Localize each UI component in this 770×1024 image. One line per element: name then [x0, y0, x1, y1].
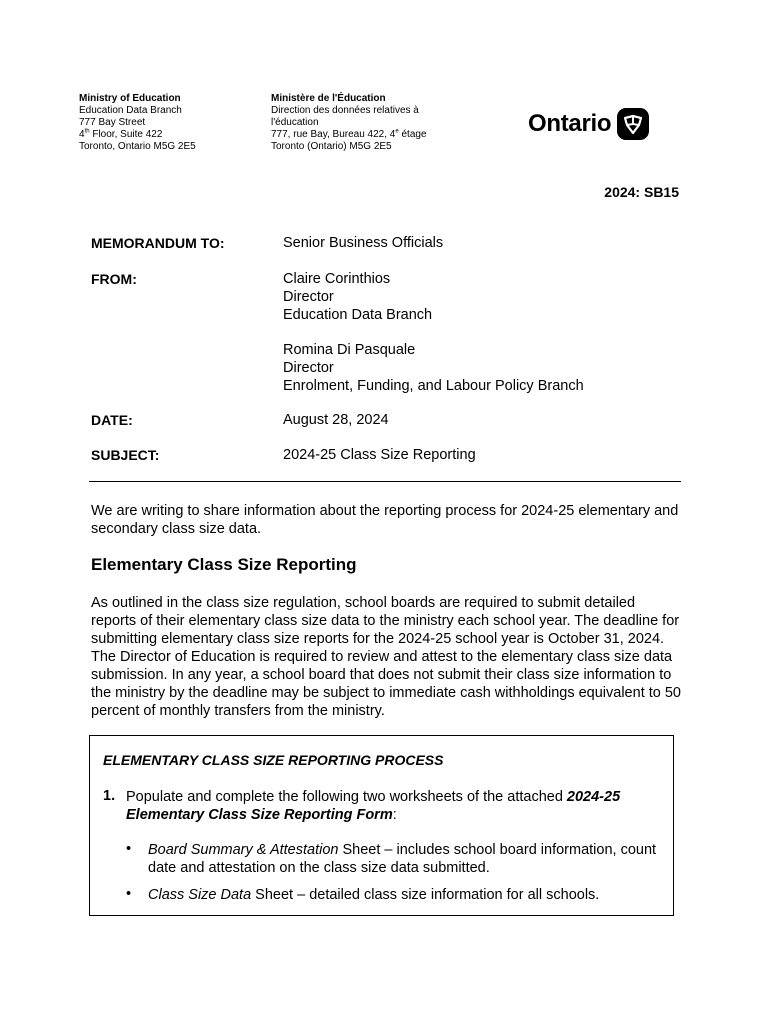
trillium-icon [617, 108, 649, 140]
section-heading: Elementary Class Size Reporting [91, 555, 357, 574]
subject-value: 2024-25 Class Size Reporting [283, 447, 476, 463]
from-title-2: Director [283, 360, 334, 376]
section-paragraph: As outlined in the class size regulation, school boards are required to submit detailed reports of their elementary class size data to the ministry each school year. The deadline for submitting elementary class size reports for the 2024-25 school year is October 31, 2024. The Director of Education is required to review and attest to the elementary class size data submission. In any year, a school board that does not submit their class size information to the ministry by the deadline may be subject to immediate cash withholdings equivalent to 50 percent of monthly transfers from the ministry. [91, 595, 681, 719]
branch-name-fr-line2: l'éducation [271, 117, 319, 128]
form-name: 2024-25 Elementary Class Size Reporting Form [126, 789, 621, 823]
from-label: FROM: [91, 271, 137, 287]
step-number: 1. [103, 788, 116, 804]
french-address-block [271, 93, 461, 153]
ministry-name-en: Ministry of Education [79, 93, 181, 104]
street-en: 777 Bay Street [79, 117, 146, 128]
from-branch-1: Education Data Branch [283, 307, 433, 323]
city-en: Toronto, Ontario M5G 2E5 [79, 141, 196, 152]
from-title-1: Director [283, 289, 334, 305]
floor-en: 4th Floor, Suite 422 [79, 128, 163, 140]
memo-number: 2024: SB15 [604, 184, 679, 200]
city-fr: Toronto (Ontario) M5G 2E5 [271, 141, 392, 152]
date-value: August 28, 2024 [283, 412, 389, 428]
ontario-logo [528, 108, 649, 140]
branch-name-fr-line1: Direction des données relatives à [271, 105, 419, 116]
process-box [89, 735, 674, 916]
to-value: Senior Business Officials [283, 235, 444, 251]
from-name-2: Romina Di Pasquale [283, 342, 416, 358]
ministry-name-fr: Ministère de l'Éducation [271, 93, 386, 104]
to-label: MEMORANDUM TO: [91, 235, 225, 251]
subject-label: SUBJECT: [91, 447, 160, 463]
bullet-icon: • [126, 886, 132, 902]
process-box-title: ELEMENTARY CLASS SIZE REPORTING PROCESS [103, 752, 444, 768]
intro-paragraph: We are writing to share information about the reporting process for 2024-25 elementary and secondary class size data. [91, 503, 679, 537]
from-name-1: Claire Corinthios [283, 271, 391, 287]
ontario-wordmark: Ontario [528, 110, 612, 137]
from-block-1 [283, 270, 432, 324]
english-address-block [79, 93, 249, 153]
bullet-class-size-data: Class Size Data Sheet – detailed class size information for all schools. [148, 887, 600, 903]
bullet-board-summary: Board Summary & Attestation Sheet – includes school board information, count date and attestation on the class size data submitted. [148, 842, 657, 876]
bullet-icon: • [126, 841, 132, 857]
from-block-2 [283, 341, 584, 395]
header-divider [89, 481, 681, 482]
branch-name-en: Education Data Branch [79, 105, 182, 116]
from-branch-2: Enrolment, Funding, and Labour Policy Branch [283, 378, 584, 394]
street-fr: 777, rue Bay, Bureau 422, 4e étage [271, 128, 427, 140]
date-label: DATE: [91, 412, 133, 428]
step-text: Populate and complete the following two worksheets of the attached 2024-25 Elementary Class Size Reporting Form: [126, 789, 621, 823]
